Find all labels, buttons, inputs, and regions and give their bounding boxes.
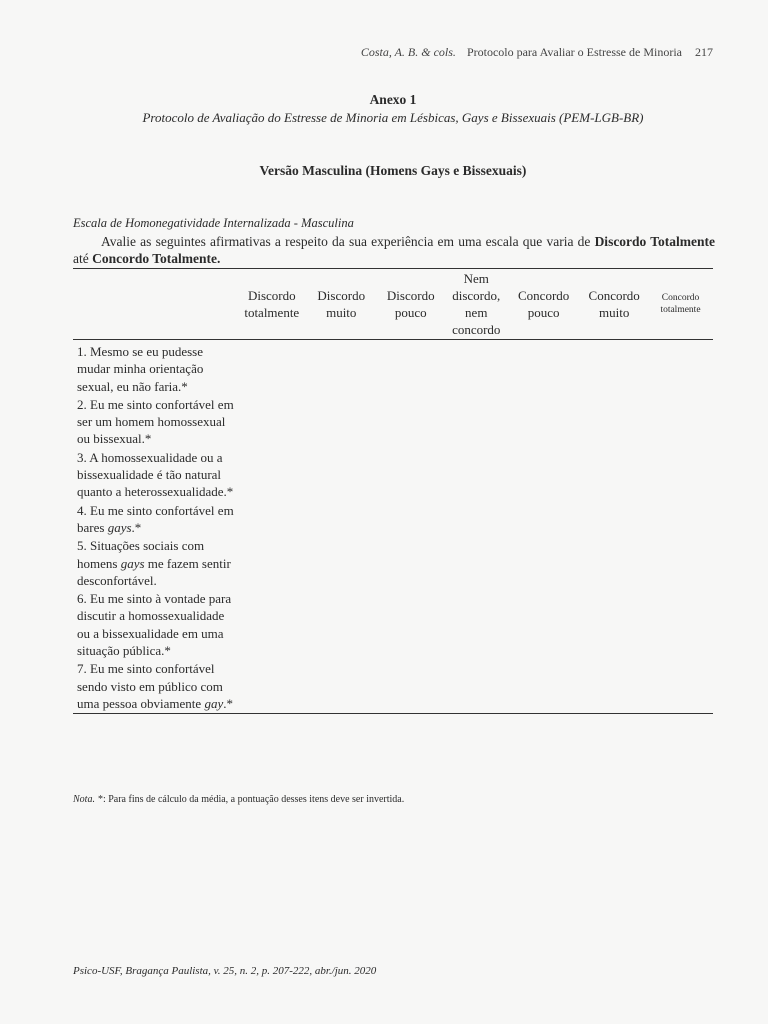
answer-cell[interactable] xyxy=(376,536,446,589)
journal-footer: Psico-USF, Bragança Paulista, v. 25, n. 2, p. 207-222, abr./jun. 2020 xyxy=(73,965,377,977)
answer-cell[interactable] xyxy=(446,448,507,501)
answer-cell[interactable] xyxy=(648,340,713,395)
page-number: 217 xyxy=(695,45,713,59)
running-head-title: Protocolo para Avaliar o Estresse de Minoria xyxy=(466,45,682,59)
answer-cell[interactable] xyxy=(446,340,507,395)
item-1-text: 1. Mesmo se eu pudesse mudar minha orientação sexual, eu não faria.* xyxy=(77,344,204,394)
note-text: *: Para fins de cálculo da média, a pontuação desses itens deve ser invertida. xyxy=(97,794,405,805)
answer-cell[interactable] xyxy=(580,501,648,537)
header-discordo-muito: Discordo muito xyxy=(307,269,376,340)
item-2-text: 2. Eu me sinto confortável em ser um homem homossexual ou bissexual.* xyxy=(77,396,234,447)
answer-cell[interactable] xyxy=(307,536,376,589)
answer-cell[interactable] xyxy=(237,659,307,713)
answer-cell[interactable] xyxy=(648,448,713,501)
running-head xyxy=(361,45,713,60)
item-5-text-a: 5. Situações sociais com homens xyxy=(77,538,205,571)
annex-title: Anexo 1 xyxy=(369,92,417,107)
item-5-text-b: me fazem sentir desconfortável. xyxy=(77,555,231,588)
header-concordo-totalmente: Concordo totalmente xyxy=(648,269,713,340)
answer-cell[interactable] xyxy=(507,340,580,395)
answer-cell[interactable] xyxy=(237,536,307,589)
item-4-text-b: .* xyxy=(131,519,142,535)
answer-cell[interactable] xyxy=(307,659,376,713)
table-row xyxy=(73,659,713,713)
item-4-text-a: 4. Eu me sinto confortável em bares xyxy=(77,502,234,535)
header-nem-discordo-nem-concordo: Nem discordo, nem concordo xyxy=(446,269,507,340)
table-row xyxy=(73,395,713,448)
answer-cell[interactable] xyxy=(580,589,648,659)
answer-cell[interactable] xyxy=(446,589,507,659)
note-label: Nota. xyxy=(73,794,95,805)
item-cell xyxy=(73,448,237,501)
answer-cell[interactable] xyxy=(237,448,307,501)
item-cell xyxy=(73,340,237,395)
answer-cell[interactable] xyxy=(507,589,580,659)
answer-cell[interactable] xyxy=(307,589,376,659)
instruction-paragraph xyxy=(73,233,715,267)
answer-cell[interactable] xyxy=(580,340,648,395)
item-3-text: 3. A homossexualidade ou a bissexualidade é tão natural quanto a heterossexualidade.* xyxy=(77,449,234,500)
table-row xyxy=(73,501,713,537)
answer-cell[interactable] xyxy=(648,659,713,713)
answer-cell[interactable] xyxy=(307,448,376,501)
answer-cell[interactable] xyxy=(237,395,307,448)
answer-cell[interactable] xyxy=(648,501,713,537)
answer-cell[interactable] xyxy=(446,536,507,589)
item-7-text xyxy=(77,660,237,712)
item-7-italic: gay xyxy=(204,695,224,711)
answer-cell[interactable] xyxy=(237,589,307,659)
instruction-text: Avalie as seguintes afirmativas a respeito da sua experiência em uma escala que varia de xyxy=(101,234,595,249)
answer-cell[interactable] xyxy=(307,501,376,537)
answer-cell[interactable] xyxy=(580,659,648,713)
item-4-text xyxy=(77,502,237,537)
table-header-row xyxy=(73,269,713,340)
item-6-text: 6. Eu me sinto à vontade para discutir a homossexualidade ou a bissexualidade em uma situação pública.* xyxy=(77,591,232,659)
answer-cell[interactable] xyxy=(507,536,580,589)
table-row xyxy=(73,589,713,659)
answer-cell[interactable] xyxy=(580,448,648,501)
answer-cell[interactable] xyxy=(237,340,307,395)
item-4-italic: gays xyxy=(107,519,132,535)
instruction-text-2: até xyxy=(73,251,93,266)
answer-cell[interactable] xyxy=(648,589,713,659)
version-title: Versão Masculina (Homens Gays e Bissexuais) xyxy=(259,163,527,178)
item-5-text xyxy=(77,537,237,589)
answer-cell[interactable] xyxy=(580,395,648,448)
scale-name: Escala de Homonegatividade Internalizada - Masculina xyxy=(73,216,354,230)
annex-subtitle: Protocolo de Avaliação do Estresse de Minoria em Lésbicas, Gays e Bissexuais (PEM-LGB-BR) xyxy=(142,110,644,125)
answer-cell[interactable] xyxy=(507,395,580,448)
answer-cell[interactable] xyxy=(376,501,446,537)
answer-cell[interactable] xyxy=(376,589,446,659)
item-7-text-a: 7. Eu me sinto confortável sendo visto em público com uma pessoa obviamente xyxy=(77,661,223,711)
instruction-bold-start: Discordo Totalmente xyxy=(594,234,715,249)
answer-cell[interactable] xyxy=(580,536,648,589)
answer-cell[interactable] xyxy=(376,448,446,501)
answer-cell[interactable] xyxy=(307,340,376,395)
table-note xyxy=(73,794,404,805)
answer-cell[interactable] xyxy=(446,659,507,713)
answer-cell[interactable] xyxy=(507,448,580,501)
header-discordo-totalmente: Discordo totalmente xyxy=(237,269,307,340)
answer-cell[interactable] xyxy=(376,659,446,713)
header-discordo-pouco: Discordo pouco xyxy=(376,269,446,340)
item-5-italic: gays xyxy=(120,555,145,571)
item-cell xyxy=(73,536,237,589)
answer-cell[interactable] xyxy=(376,395,446,448)
item-7-text-b: .* xyxy=(223,695,233,711)
answer-cell[interactable] xyxy=(307,395,376,448)
answer-cell[interactable] xyxy=(237,501,307,537)
answer-cell[interactable] xyxy=(648,536,713,589)
answer-cell[interactable] xyxy=(648,395,713,448)
answer-cell[interactable] xyxy=(507,659,580,713)
answer-cell[interactable] xyxy=(446,395,507,448)
table-row xyxy=(73,340,713,395)
header-item-column xyxy=(73,269,237,340)
item-cell xyxy=(73,395,237,448)
item-cell xyxy=(73,659,237,713)
instruction-bold-end: Concordo Totalmente. xyxy=(92,251,221,266)
answer-cell[interactable] xyxy=(446,501,507,537)
header-concordo-pouco: Concordo pouco xyxy=(507,269,580,340)
table-row xyxy=(73,536,713,589)
item-cell xyxy=(73,501,237,537)
table-row xyxy=(73,448,713,501)
scale-table xyxy=(73,268,713,714)
answer-cell[interactable] xyxy=(376,340,446,395)
answer-cell[interactable] xyxy=(507,501,580,537)
item-cell xyxy=(73,589,237,659)
running-head-authors: Costa, A. B. & cols. xyxy=(360,45,456,59)
header-concordo-muito: Concordo muito xyxy=(580,269,648,340)
